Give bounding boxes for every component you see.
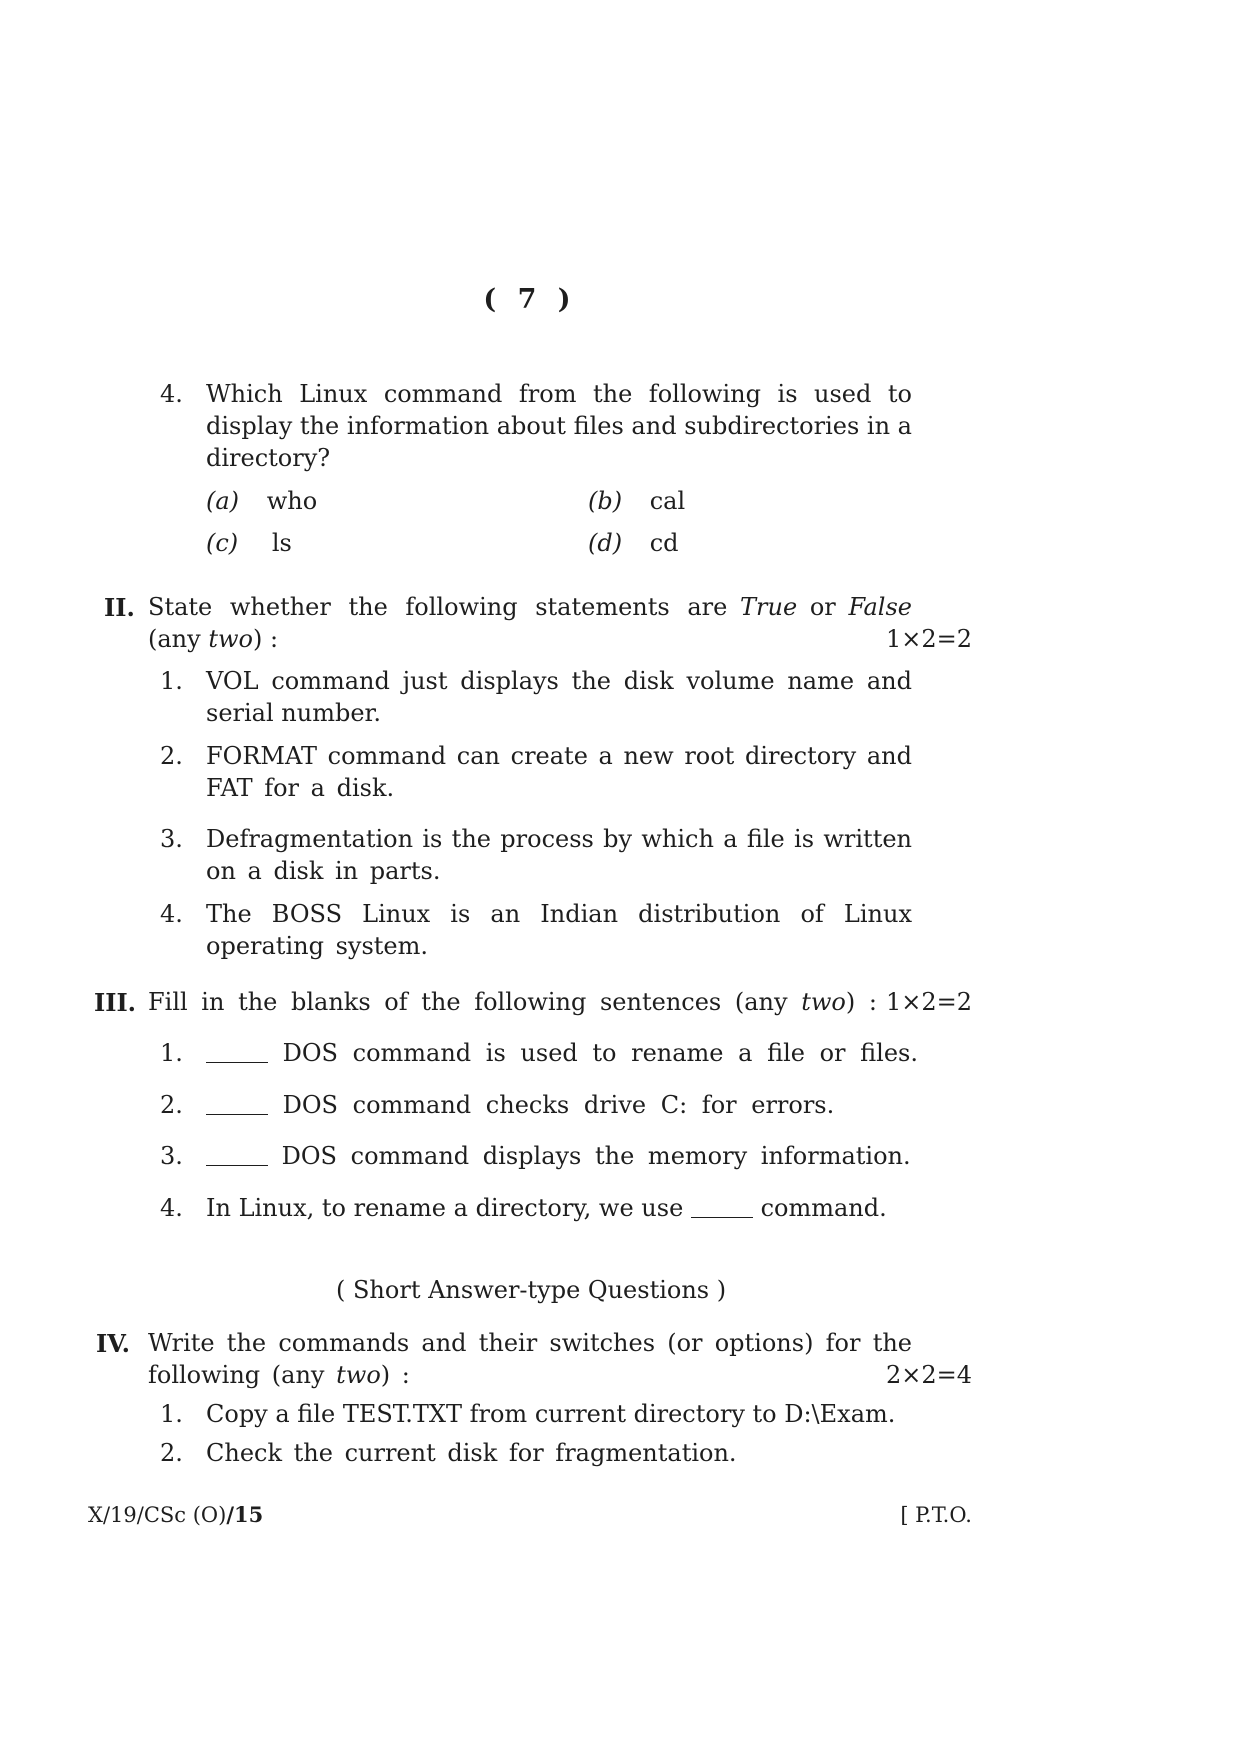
section-4-heading-line-2: following (any two) : xyxy=(148,1361,410,1389)
s2-item-4-line-2: operating system. xyxy=(206,932,428,960)
blank-line xyxy=(206,1143,268,1166)
s3-item-2-number: 2. xyxy=(160,1091,183,1119)
s3-item-1: DOS command is used to rename a file or files. xyxy=(206,1037,918,1070)
s4-item-1: Copy a file TEST.TXT from current directory to D:\Exam. xyxy=(206,1400,896,1428)
s3-item-2: DOS command checks drive C: for errors. xyxy=(206,1089,834,1122)
s2-item-3-line-1: Defragmentation is the process by which a file is written xyxy=(206,825,912,853)
section-2-true: True xyxy=(740,593,798,621)
option-b-text: cal xyxy=(649,487,686,515)
short-answer-heading: ( Short Answer-type Questions ) xyxy=(336,1276,727,1304)
section-4-heading-line-1: Write the commands and their switches (or options) for the xyxy=(148,1329,912,1357)
section-2-false: False xyxy=(848,593,912,621)
q4-number: 4. xyxy=(160,380,183,408)
s2-item-2-line-1: FORMAT command can create a new root directory and xyxy=(206,742,912,770)
option-d-letter: (d) xyxy=(588,529,623,557)
s2-item-1-line-1: VOL command just displays the disk volume name and xyxy=(206,667,912,695)
s2-item-1-number: 1. xyxy=(160,667,183,695)
blank-line xyxy=(206,1092,268,1115)
section-2-heading-line-2: (any two) : xyxy=(148,625,279,653)
section-3-marks: 1×2=2 xyxy=(885,988,972,1016)
section-3-label: III. xyxy=(94,988,137,1017)
option-d-text: cd xyxy=(649,529,679,557)
s2-item-2-line-2: FAT for a disk. xyxy=(206,774,395,802)
s2-item-2-number: 2. xyxy=(160,742,183,770)
s3-item-4-number: 4. xyxy=(160,1194,183,1222)
blank-line xyxy=(691,1195,753,1218)
option-a-letter: (a) xyxy=(206,487,240,515)
section-4-label: IV. xyxy=(96,1329,131,1358)
page-number: ( 7 ) xyxy=(483,284,577,315)
s3-item-1-number: 1. xyxy=(160,1039,183,1067)
s4-item-2: Check the current disk for fragmentation. xyxy=(206,1439,737,1467)
s2-item-1-line-2: serial number. xyxy=(206,699,381,727)
section-3-heading: Fill in the blanks of the following sentences (any two) : xyxy=(148,988,877,1016)
section-2-or: or xyxy=(809,593,836,621)
s2-item-4-number: 4. xyxy=(160,900,183,928)
s4-item-1-number: 1. xyxy=(160,1400,183,1428)
q4-line-1: Which Linux command from the following is used to xyxy=(206,380,912,408)
s2-item-3-line-2: on a disk in parts. xyxy=(206,857,441,885)
option-c-text: ls xyxy=(271,529,292,557)
section-2-heading-line-1 xyxy=(148,591,912,624)
s3-item-4: In Linux, to rename a directory, we use command. xyxy=(206,1194,887,1222)
pto-marker: [ P.T.O. xyxy=(900,1503,972,1527)
s3-item-3-number: 3. xyxy=(160,1142,183,1170)
section-2-label: II. xyxy=(104,593,135,622)
s2-item-4-line-1: The BOSS Linux is an Indian distribution of Linux xyxy=(206,900,912,928)
q4-line-2: display the information about files and subdirectories in a xyxy=(206,412,912,440)
option-a xyxy=(206,485,317,518)
blank-line xyxy=(206,1040,268,1063)
option-b-letter: (b) xyxy=(588,487,623,515)
option-b xyxy=(588,485,685,518)
option-c xyxy=(206,527,292,560)
section-4-marks: 2×2=4 xyxy=(885,1361,972,1389)
section-2-marks: 1×2=2 xyxy=(885,625,972,653)
section-2-heading-text: State whether the following statements are xyxy=(148,593,728,621)
option-c-letter: (c) xyxy=(206,529,239,557)
s3-item-3: DOS command displays the memory information. xyxy=(206,1140,911,1173)
s4-item-2-number: 2. xyxy=(160,1439,183,1467)
option-d xyxy=(588,527,679,560)
paper-code: X/19/CSc (O)/15 xyxy=(88,1502,264,1527)
s2-item-3-number: 3. xyxy=(160,825,183,853)
option-a-text: who xyxy=(266,487,318,515)
q4-line-3: directory? xyxy=(206,444,331,472)
